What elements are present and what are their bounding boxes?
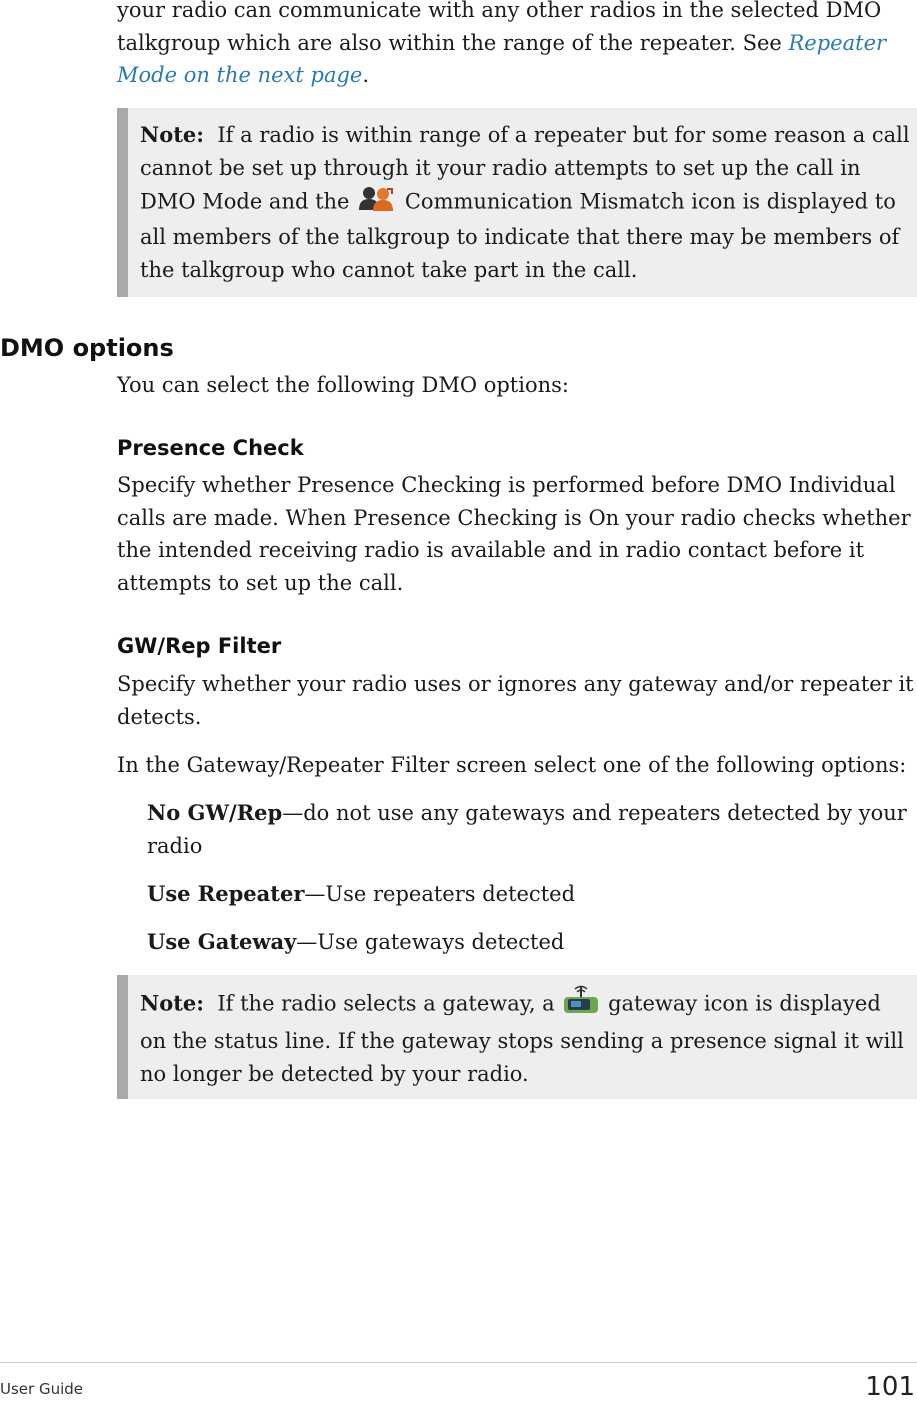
option-term: Use Gateway [147,929,297,954]
note-gateway [117,975,917,1099]
option-use-repeater [147,878,907,911]
option-desc: —Use repeaters detected [304,882,576,906]
note-text-continued: Communication Mismatch icon is displayed to all members of the talkgroup to indicate that there may be members of the talkgroup who cannot take part in the call. [140,189,900,282]
note-label: Note: [140,122,205,147]
note-communication-mismatch [117,108,917,297]
subheading-presence-check: Presence Check [117,436,304,460]
intro-text: your radio can communicate with any other radios in the selected DMO talkgroup which are also within the range of the repeater. See [117,0,882,55]
intro-period: . [362,63,370,87]
gw-rep-filter-screen-text: In the Gateway/Repeater Filter screen select one of the following options: [117,753,907,777]
note-text: If the radio selects a gateway, a [217,991,555,1016]
option-desc: —do not use any gateways and repeaters detected by your radio [147,801,907,858]
option-desc: —Use gateways detected [296,930,565,954]
option-term: Use Repeater [147,881,305,906]
presence-check-text: Specify whether Presence Checking is performed before DMO Individual calls are made. When Presence Checking is On your radio checks whether the intended receiving radio is available and in radio contact before it attempts to set up the call. [117,473,911,595]
gateway-icon [561,985,601,1025]
communication-mismatch-icon [356,185,398,221]
page-number: 101 [865,1372,915,1402]
note-label: Note: [140,990,205,1016]
option-no-gw-rep [147,797,907,862]
footer-title: User Guide [0,1380,84,1398]
option-term: No GW/Rep [147,800,283,825]
repeater-mode-link[interactable]: Repeater Mode on the next page [117,30,887,87]
note-text: If a radio is within range of a repeater but for some reason a call cannot be set up through it your radio attempts to set up the call in DMO Mode and the [140,123,910,214]
dmo-options-intro: You can select the following DMO options: [117,373,569,397]
intro-paragraph [117,0,917,92]
section-heading-dmo-options: DMO options [0,334,174,362]
gw-rep-filter-text: Specify whether your radio uses or ignores any gateway and/or repeater it detects. [117,672,914,729]
subheading-gw-rep-filter: GW/Rep Filter [117,634,282,658]
note-text-continued: gateway icon is displayed on the status line. If the gateway stops sending a presence signal it will no longer be detected by your radio. [140,991,904,1086]
footer-divider [0,1362,917,1363]
option-use-gateway [147,926,907,959]
